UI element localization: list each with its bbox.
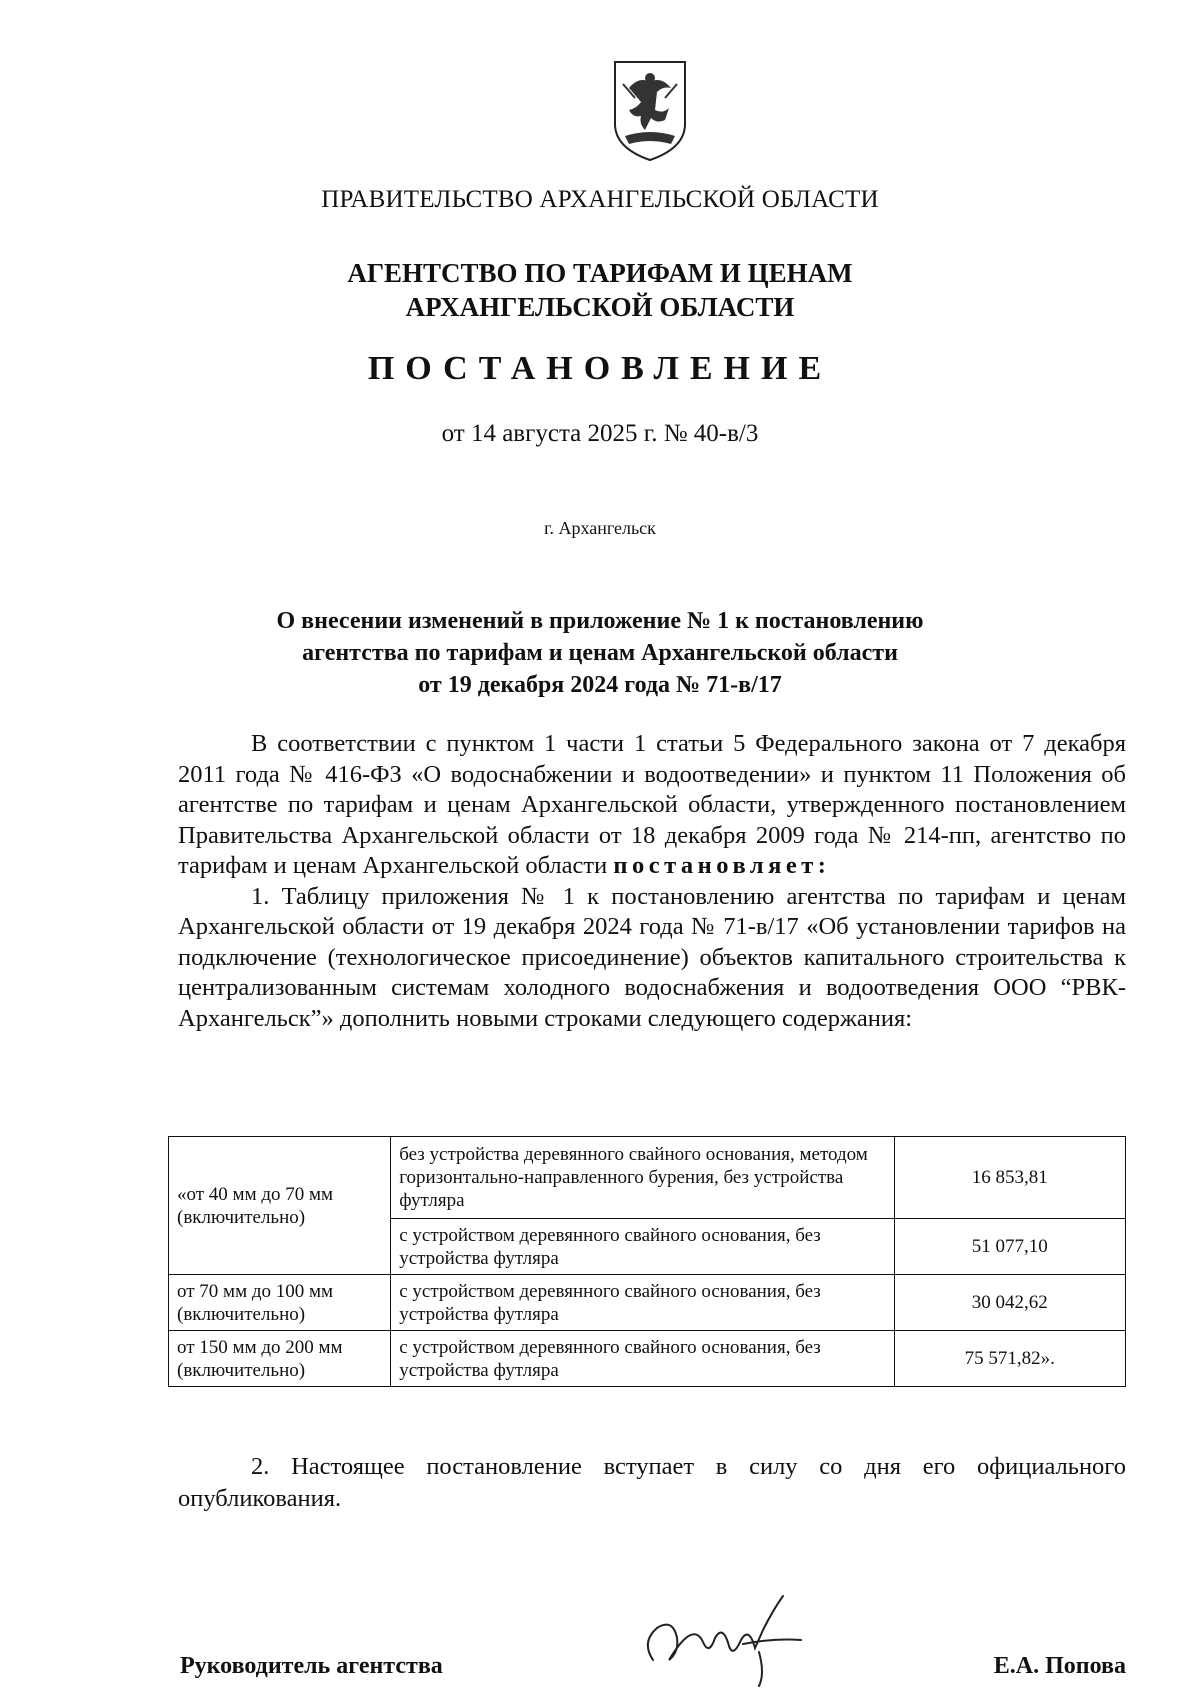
method-cell: с устройством деревянного свайного основания, без устройства футляра [391,1331,894,1387]
document-body [178,729,1126,1034]
diameter-range-cell: от 150 мм до 200 мм (включительно) [169,1331,391,1387]
method-cell: с устройством деревянного свайного основания, без устройства футляра [391,1275,894,1331]
table-row [169,1331,1126,1387]
handwritten-signature-icon [633,1590,813,1690]
agency-name-line-1: АГЕНТСТВО ПО ТАРИФАМ И ЦЕНАМ [347,258,853,288]
price-cell: 51 077,10 [894,1219,1126,1275]
government-name: ПРАВИТЕЛЬСТВО АРХАНГЕЛЬСКОЙ ОБЛАСТИ [321,186,879,213]
document-date-number: от 14 августа 2025 г. № 40-в/3 [441,420,759,447]
document-type-title: ПОСТАНОВЛЕНИЕ [367,350,833,387]
clause-2-paragraph: 2. Настоящее постановление вступает в силу со дня его официального опубликования. [178,1453,1126,1512]
method-cell: без устройства деревянного свайного основания, методом горизонтально-направленного бурения, без устройства футляра [391,1137,894,1219]
subject-line-3: от 19 декабря 2024 года № 71-в/17 [418,672,782,698]
resolves-word: постановляет: [613,852,831,879]
price-cell: 16 853,81 [894,1137,1126,1219]
document-city: г. Архангельск [544,518,656,538]
document-subject [0,605,1200,701]
diameter-range-cell: от 70 мм до 100 мм (включительно) [169,1275,391,1331]
price-cell: 75 571,82». [894,1331,1126,1387]
tariff-table [168,1136,1126,1387]
signatory-name: Е.А. Попова [993,1653,1126,1679]
agency-name-line-2: АРХАНГЕЛЬСКОЙ ОБЛАСТИ [405,292,795,322]
table-row [169,1275,1126,1331]
diameter-range-cell: «от 40 мм до 70 мм (включительно) [169,1137,391,1275]
agency-name [0,256,1200,324]
subject-line-1: О внесении изменений в приложение № 1 к постановлению [276,608,924,634]
price-cell: 30 042,62 [894,1275,1126,1331]
subject-line-2: агентства по тарифам и ценам Архангельской области [302,640,898,666]
coat-of-arms-icon [611,58,689,162]
method-cell: с устройством деревянного свайного основания, без устройства футляра [391,1219,894,1275]
clause-1-paragraph: 1. Таблицу приложения № 1 к постановлению агентства по тарифам и ценам Архангельской области от 19 декабря 2024 года № 71-в/17 «Об установлении тарифов на подключение (технологическое присоединение) объектов капитального строительства к централизованным системам холодного водоснабжения и водоотведения ООО “РВК-Архангельск”» дополнить новыми строками следующего содержания: [178,882,1126,1032]
signatory-role: Руководитель агентства [180,1653,443,1679]
preamble-text: В соответствии с пунктом 1 части 1 статьи 5 Федерального закона от 7 декабря 2011 года № 416-ФЗ «О водоснабжении и водоотведении» и пунктом 11 Положения об агентстве по тарифам и ценам Архангельской области, утвержденного постановлением Правительства Архангельской области от 18 декабря 2009 года № 214-пп, агентство по тарифам и ценам Архангельской области [178,730,1126,879]
table-row [169,1137,1126,1219]
preamble-paragraph [178,729,1126,882]
